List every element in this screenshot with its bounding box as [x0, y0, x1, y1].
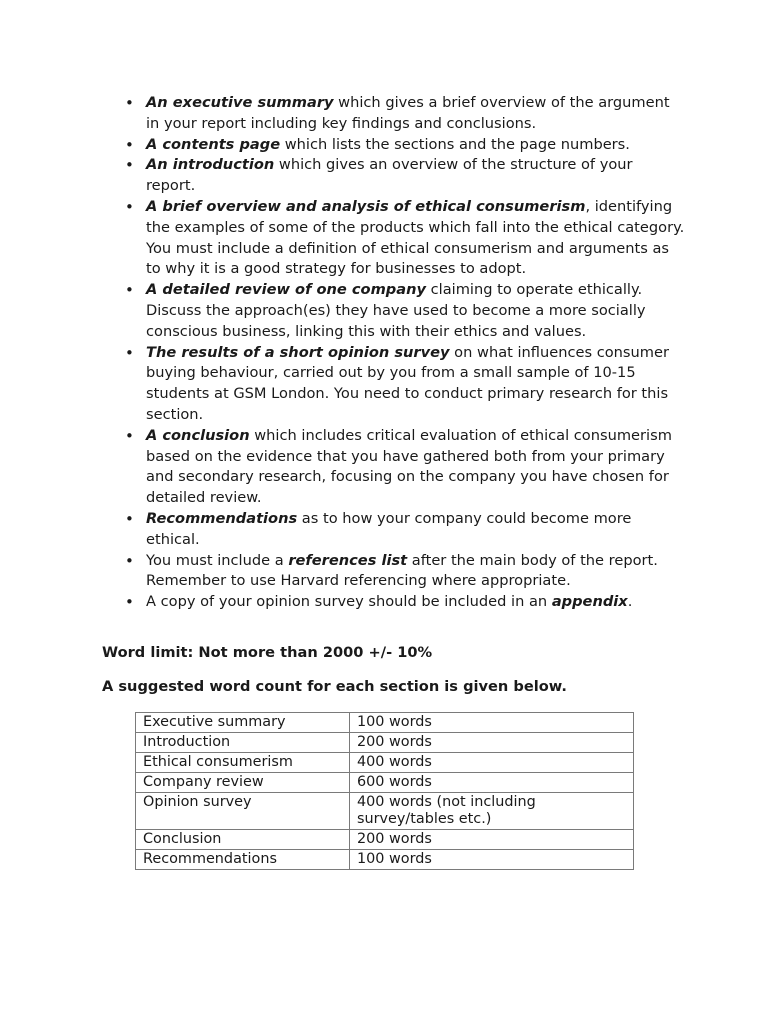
item-text: You must include a [146, 551, 289, 569]
item-text: which gives an overview of the structure of your report. [146, 156, 633, 195]
item-heading: A detailed review of one company [146, 281, 426, 299]
table-row [136, 850, 634, 870]
item-text: . [627, 593, 633, 611]
suggested-word-count-heading: A suggested word count for each section is given below. [102, 678, 567, 695]
table-row [136, 713, 634, 733]
list-item [125, 135, 686, 156]
item-text: A copy of your opinion survey should be included in an [146, 593, 552, 611]
word-count-table [135, 712, 634, 870]
section-cell: Recommendations [136, 850, 350, 870]
list-item [125, 280, 686, 342]
section-cell: Introduction [136, 733, 350, 753]
words-cell: 200 words [350, 830, 634, 850]
table-row [136, 793, 634, 830]
words-cell: 400 words (not including survey/tables etc.) [350, 793, 634, 830]
section-cell: Opinion survey [136, 793, 350, 830]
bullet-icon: • [125, 135, 134, 154]
list-item [125, 509, 686, 551]
list-item [125, 155, 686, 197]
item-text: which lists the sections and the page numbers. [280, 135, 630, 153]
bullet-icon: • [125, 593, 134, 612]
list-item [125, 343, 686, 426]
list-item-appendix [125, 592, 686, 613]
item-text: which includes critical evaluation of ethical consumerism based on the evidence that you have gathered both from your primary and secondary research, focusing on the company you have chosen for detailed review. [146, 426, 672, 507]
bullet-icon: • [125, 281, 134, 300]
item-heading: A brief overview and analysis of ethical consumerism [146, 197, 586, 215]
item-text: after the main body of the report. Remember to use Harvard referencing where appropriate. [146, 551, 658, 590]
item-heading: A conclusion [146, 426, 250, 444]
section-cell: Conclusion [136, 830, 350, 850]
bullet-icon: • [125, 156, 134, 175]
item-text: on what influences consumer buying behaviour, carried out by you from a small sample of 10-15 students at GSM London. You need to conduct primary research for this section. [146, 343, 669, 423]
bullet-icon: • [125, 551, 134, 570]
word-limit-heading: Word limit: Not more than 2000 +/- 10% [102, 644, 433, 661]
item-heading: A contents page [146, 135, 281, 153]
item-heading: The results of a short opinion survey [146, 343, 450, 361]
item-text: as to how your company could become more ethical. [146, 509, 632, 548]
item-heading: Recommendations [146, 509, 298, 527]
list-item [125, 93, 686, 135]
table-row [136, 733, 634, 753]
table-row [136, 830, 634, 850]
bullet-icon: • [125, 509, 134, 528]
bullet-icon: • [125, 343, 134, 362]
words-cell: 400 words [350, 753, 634, 773]
list-item [125, 426, 686, 509]
item-heading: An introduction [146, 156, 275, 174]
words-cell: 100 words [350, 850, 634, 870]
table-row [136, 773, 634, 793]
item-heading: appendix [551, 593, 628, 611]
words-cell: 100 words [350, 713, 634, 733]
section-cell: Company review [136, 773, 350, 793]
item-heading: An executive summary [146, 94, 334, 111]
table-row [136, 753, 634, 773]
item-text: , identifying the examples of some of the products which fall into the ethical category. You must include a definition of ethical consumerism and arguments as to why it is a good strategy for businesses to adopt. [146, 197, 685, 278]
item-text: claiming to operate ethically. Discuss the approach(es) they have used to become a more socially conscious business, linking this with their ethics and values. [146, 281, 646, 340]
list-item-references [125, 551, 686, 593]
report-structure-list [125, 93, 686, 613]
section-cell: Executive summary [136, 713, 350, 733]
item-heading: references list [288, 551, 408, 569]
section-cell: Ethical consumerism [136, 753, 350, 773]
bullet-icon: • [125, 197, 134, 216]
bullet-icon: • [125, 94, 134, 112]
item-text: which gives a brief overview of the argument in your report including key findings and conclusions. [146, 94, 670, 132]
list-item [125, 197, 686, 280]
words-cell: 200 words [350, 733, 634, 753]
bullet-icon: • [125, 426, 134, 445]
words-cell: 600 words [350, 773, 634, 793]
